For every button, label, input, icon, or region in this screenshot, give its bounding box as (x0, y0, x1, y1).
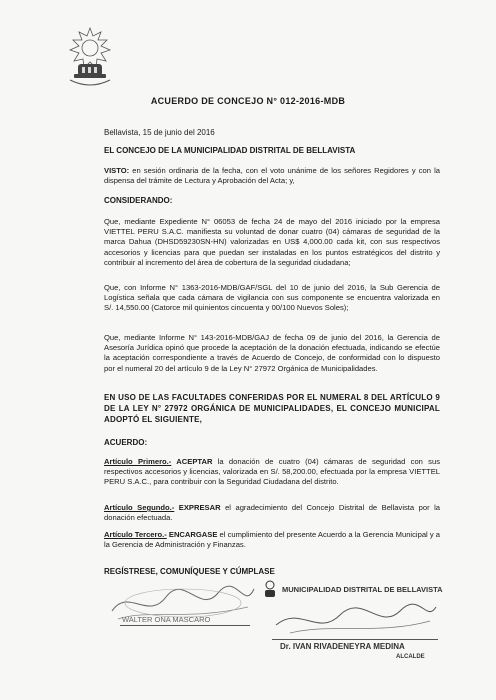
visto-text: en sesión ordinaria de la fecha, con el voto unánime de los señores Regidores y con la dispensa del trámite de Lectura y Aprobación del Acta; y, (104, 166, 440, 186)
facultades-paragraph: EN USO DE LAS FACULTADES CONFERIDAS POR EL NUMERAL 8 DEL ARTÍCULO 9 DE LA LEY N° 27972 ORGÁNICA DE MUNICIPALIDADES, EL CONCEJO MUNICIPAL ADOPTÓ EL SIGUIENTE, (104, 393, 440, 424)
visto-label: VISTO: (104, 166, 130, 175)
considerando-paragraph-1: Que, mediante Expediente N° 06053 de fecha 24 de mayo del 2016 iniciado por la empresa VIETTEL PERU S.A.C. manifiesta su voluntad de donar cuatro (04) cámaras de seguridad de la marca Dahua (DHSD59230SN-HN) valorizadas en US$ 4,000.00 cada kit, con sus respectivos accesorios y licencias para que puedan ser instaladas en los puntos estratégicos del distrito y contribuir al incremento del área de cobertura de la seguridad ciudadana; (104, 217, 440, 267)
articulo-label: Artículo Segundo.- (104, 503, 175, 512)
articulo-verb: ACEPTAR (171, 457, 213, 466)
mayor-name: Dr. IVAN RIVADENEYRA MEDINA (280, 642, 405, 651)
right-signature-line (272, 639, 438, 640)
articulo-segundo (104, 503, 440, 523)
closing-formula: REGÍSTRESE, COMUNÍQUESE Y CÚMPLASE (104, 567, 275, 576)
articulo-label: Artículo Tercero.- (104, 530, 167, 539)
considerando-paragraph-2: Que, con Informe N° 1363-2016-MDB/GAF/SGL del 10 de junio del 2016, la Sub Gerencia de Logística señala que cada cámara de vigilancia con sus componente se encuentra valorizada en S/. 14,550.00 (Catorce mil quinientos cincuenta y 00/100 Nuevos Soles); (104, 283, 440, 313)
left-signature-line (120, 625, 250, 626)
articulo-text: el agradecimiento del Concejo Distrital de Bellavista por la donación efectuada. (104, 503, 441, 523)
articulo-verb: EXPRESAR (174, 503, 221, 512)
stamp-organization: MUNICIPALIDAD DISTRITAL DE BELLAVISTA (282, 585, 443, 594)
acuerdo-label: ACUERDO: (104, 438, 148, 447)
right-signature-icon (270, 601, 440, 641)
municipal-seal-icon (60, 24, 120, 90)
articulo-text: la donación de cuatro (04) cámaras de seguridad con sus respectivos accesorios y licencias, valorizada en S/. 58,200.00, efectuada por la empresa VIETTEL PERU S.A.C., para contribuir con la Seguridad Ciudadana del distrito. (104, 457, 440, 487)
left-signer-name: WALTER ONA MASCARO (122, 615, 211, 624)
signature-zone (0, 575, 496, 700)
articulo-primero (104, 457, 440, 488)
mayor-role: ALCALDE (396, 654, 425, 660)
articulo-verb: ENCARGASE (166, 530, 218, 539)
articulo-tercero (104, 530, 440, 550)
document-title: ACUERDO DE CONCEJO N° 012-2016-MDB (150, 96, 346, 106)
considerando-label: CONSIDERANDO: (104, 196, 173, 205)
stamp-seal-icon (262, 579, 278, 599)
considerando-paragraph-3: Que, mediante Informe N° 143-2016-MDB/GAJ de fecha 09 de junio del 2016, la Gerencia de Asesoría Jurídica opinó que procede la aceptación de la donación efectuada, indicando se efectúe la aceptación correspondiente a través de Acuerdo de Concejo, de conformidad con lo dispuesto por el numeral 20 del artículo 9 de la Ley N° 27972 Orgánica de Municipalidades. (104, 333, 440, 373)
visto-paragraph (104, 166, 440, 186)
council-heading: EL CONCEJO DE LA MUNICIPALIDAD DISTRITAL DE BELLAVISTA (104, 146, 356, 155)
articulo-label: Artículo Primero.- (104, 457, 172, 466)
date-line: Bellavista, 15 de junio del 2016 (104, 128, 215, 137)
articulo-text: el cumplimiento del presente Acuerdo a la Gerencia Municipal y a la Gerencia de Administración y Finanzas. (104, 530, 440, 550)
